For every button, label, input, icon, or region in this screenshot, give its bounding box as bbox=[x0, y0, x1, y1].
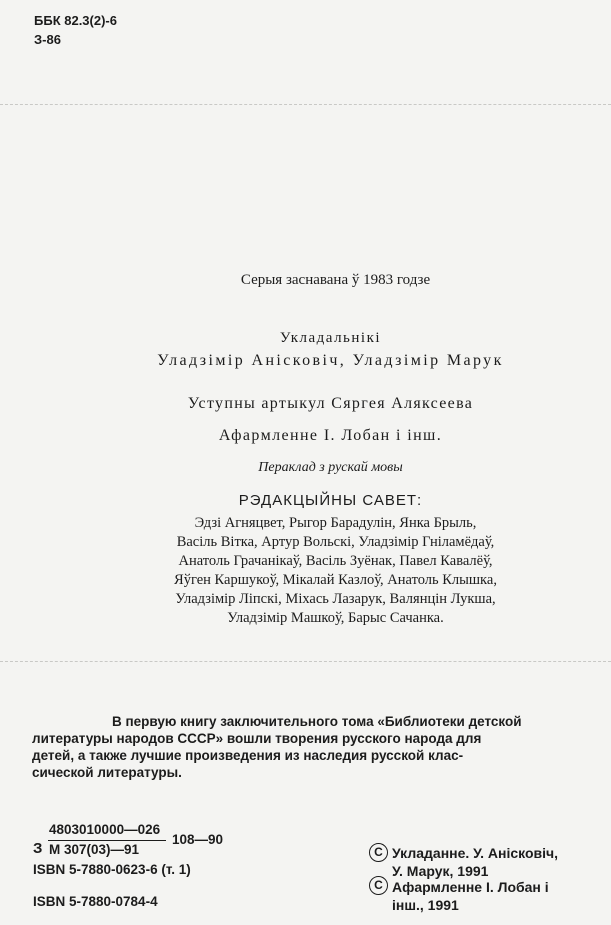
board-member-line: Яўген Каршукоў, Мікалай Казлоў, Анатоль Клышка, bbox=[174, 572, 497, 588]
compilers-names: Уладзімір Анісковіч, Уладзімір Марук bbox=[157, 352, 504, 369]
intro-article-credit: Уступны артыкул Сяргея Аляксеева bbox=[187, 395, 474, 412]
board-member-line: Анатоль Грачанікаў, Васіль Зуёнак, Павел Кавалёў, bbox=[178, 553, 493, 569]
page-fold-line bbox=[0, 104, 611, 105]
annotation-line: сической литературы. bbox=[32, 765, 182, 780]
author-mark: З-86 bbox=[34, 32, 61, 47]
design-credit: Афармленне І. Лобан і інш. bbox=[218, 427, 443, 444]
series-note: Серыя заснавана ў 1983 годзе bbox=[240, 272, 431, 288]
bbk-code: ББК 82.3(2)-6 bbox=[34, 13, 117, 28]
index-denominator: М 307(03)—91 bbox=[49, 842, 140, 857]
copyright-line: У. Марук, 1991 bbox=[392, 863, 489, 879]
board-member-line: Уладзімір Ліпскі, Міхась Лазарук, Валянцін Лукша, bbox=[175, 591, 496, 607]
isbn-set: ISBN 5-7880-0784-4 bbox=[33, 894, 158, 909]
compilers-label: Укладальнікі bbox=[279, 330, 382, 346]
translation-note: Пераклад з рускай мовы bbox=[258, 460, 403, 475]
fraction-bar bbox=[48, 840, 166, 841]
copyright-line: Афармленне І. Лобан і bbox=[392, 879, 549, 895]
board-member-line: Уладзімір Машкоў, Барыс Сачанка. bbox=[227, 610, 444, 626]
page-fold-line bbox=[0, 661, 611, 662]
index-prefix: З bbox=[33, 840, 43, 857]
annotation bbox=[32, 713, 557, 781]
copyright-line: Укладанне. У. Анісковіч, bbox=[392, 845, 559, 861]
annotation-line: детей, а также лучшие произведения из наследия русской клас- bbox=[32, 748, 464, 763]
index-numerator: 4803010000—026 bbox=[49, 822, 161, 837]
board-member-line: Васіль Вітка, Артур Вольскі, Уладзімір Гніламёдаў, bbox=[176, 534, 495, 550]
isbn-volume: ISBN 5-7880-0623-6 (т. 1) bbox=[33, 862, 191, 877]
editorial-board-heading: РЭДАКЦЫЙНЫ САВЕТ: bbox=[238, 492, 423, 509]
copyright-line: інш., 1991 bbox=[392, 897, 459, 913]
annotation-line: В первую книгу заключительного тома «Библиотеки детской bbox=[112, 714, 522, 729]
annotation-line: литературы народов СССР» вошли творения русского народа для bbox=[32, 731, 482, 746]
board-member-line: Эдзі Агняцвет, Рыгор Барадулін, Янка Брыль, bbox=[194, 515, 477, 531]
copyright-icon: C bbox=[369, 876, 388, 895]
editorial-board-members bbox=[0, 514, 611, 628]
copyright-icon: C bbox=[369, 843, 388, 862]
index-tail: 108—90 bbox=[172, 832, 224, 847]
